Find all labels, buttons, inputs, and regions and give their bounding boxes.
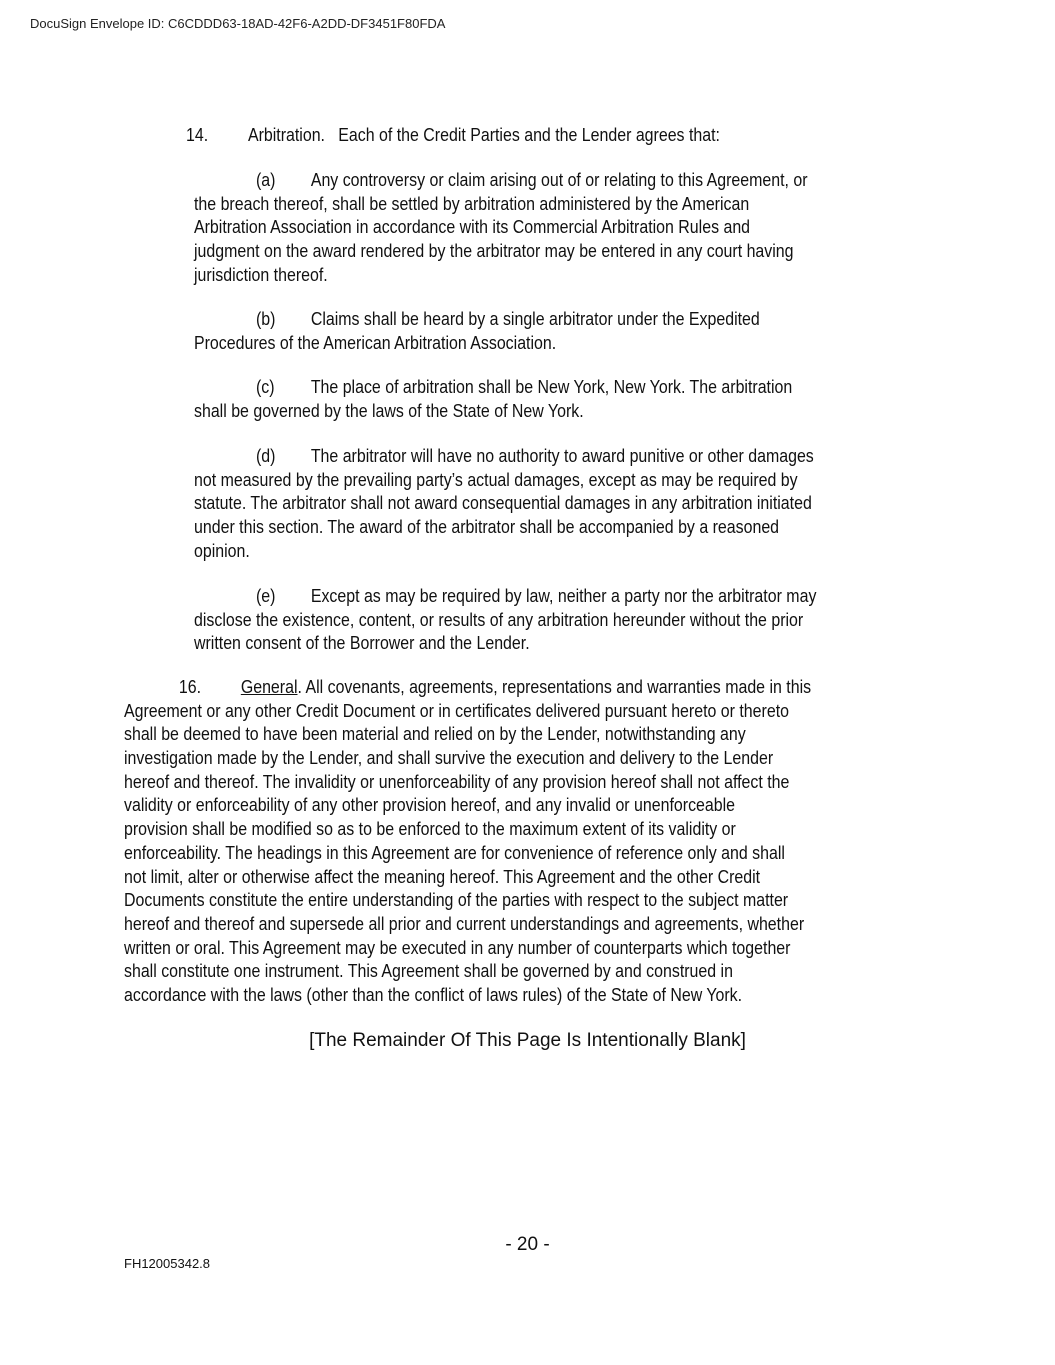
line-text: written or oral. This Agreement may be executed in any number of counterparts which together <box>124 937 791 958</box>
line-text: Except as may be required by law, neither a party nor the arbitrator may <box>310 586 817 606</box>
document-id: FH12005342.8 <box>124 1256 211 1271</box>
subsection <box>194 445 894 563</box>
text-line <box>194 609 816 633</box>
line-text: accordance with the laws (other than the conflict of laws rules) of the State of New York. <box>124 984 743 1005</box>
text-line <box>124 818 811 842</box>
text-line <box>124 866 811 890</box>
line-text: enforceability. The headings in this Agreement are for convenience of reference only and shall <box>124 842 785 863</box>
line-text: Claims shall be heard by a single arbitrator under the Expedited <box>310 309 760 329</box>
line-text: Documents constitute the entire understanding of the parties with respect to the subject matter <box>124 890 789 911</box>
text-line <box>194 445 814 469</box>
text-line <box>124 913 811 937</box>
line-text: jurisdiction thereof. <box>194 264 328 285</box>
line-text: shall constitute one instrument. This Agreement shall be governed by and construed in <box>124 961 733 982</box>
line-text: opinion. <box>194 540 250 561</box>
text-line <box>124 960 811 984</box>
text-line <box>194 264 808 288</box>
subsection-label: (c) <box>255 377 275 397</box>
line-text: not measured by the prevailing party’s actual damages, except as may be required by <box>194 469 798 490</box>
text-line <box>124 984 811 1008</box>
text-line <box>194 332 760 356</box>
line-text: the breach thereof, shall be settled by arbitration administered by the American <box>194 193 750 214</box>
line-text: investigation made by the Lender, and shall survive the execution and delivery to the Lender <box>124 748 774 769</box>
text-line <box>124 889 811 913</box>
text-line <box>124 771 811 795</box>
subsection-label: (d) <box>255 446 276 466</box>
line-text: hereof and thereof. The invalidity or unenforceability of any provision hereof shall not affect the <box>124 771 790 792</box>
section-intro: Each of the Credit Parties and the Lender agrees that: <box>338 125 720 145</box>
text-line <box>194 216 808 240</box>
subsection <box>194 308 833 355</box>
line-text: statute. The arbitrator shall not award consequential damages in any arbitration initiated <box>194 493 812 514</box>
subsection-label: (e) <box>255 586 276 606</box>
text-line <box>194 585 816 609</box>
text-line <box>194 516 814 540</box>
text-line <box>124 937 811 961</box>
text-line <box>124 723 811 747</box>
section-title: Arbitration. <box>247 125 325 145</box>
subsection <box>194 169 887 287</box>
text-line <box>194 240 808 264</box>
page-number: - 20 - <box>505 1234 550 1255</box>
text-line <box>194 169 808 193</box>
line-text: shall be deemed to have been material and relied on by the Lender, notwithstanding any <box>124 724 746 745</box>
text-line <box>194 540 814 564</box>
line-text: written consent of the Borrower and the Lender. <box>194 633 530 654</box>
section-14-heading <box>186 124 789 148</box>
text-line <box>124 747 811 771</box>
line-text: Any controversy or claim arising out of or relating to this Agreement, or <box>310 170 808 190</box>
line-text: shall be governed by the laws of the State of New York. <box>194 400 584 421</box>
text-line <box>194 400 792 424</box>
text-line <box>194 376 792 400</box>
envelope-header: DocuSign Envelope ID: C6CDDD63-18AD-42F6-A2DD-DF3451F80FDA <box>30 16 446 31</box>
text-line <box>194 492 814 516</box>
line-text: under this section. The award of the arbitrator shall be accompanied by a reasoned <box>194 517 780 538</box>
subsection-label: (a) <box>255 170 276 190</box>
subsection-label: (b) <box>255 309 276 329</box>
section-number: 14. <box>186 125 209 145</box>
subsection <box>194 376 870 423</box>
text-line <box>124 676 811 700</box>
line-text: Procedures of the American Arbitration Association. <box>194 332 557 353</box>
text-line <box>124 700 811 724</box>
subsection <box>194 585 897 656</box>
text-line <box>194 469 814 493</box>
line-text: hereof and thereof and supersede all prior and current understandings and agreements, whether <box>124 913 805 934</box>
line-text: Arbitration Association in accordance with its Commercial Arbitration Rules and <box>194 217 751 238</box>
text-line <box>194 632 816 656</box>
text-line <box>194 308 760 332</box>
line-text: The place of arbitration shall be New York, New York. The arbitration <box>310 377 793 397</box>
line-text: validity or enforceability of any other provision hereof, and any invalid or unenforceable <box>124 795 736 816</box>
section-title: General <box>240 677 298 697</box>
line-text: The arbitrator will have no authority to award punitive or other damages <box>310 446 814 466</box>
text-line <box>194 193 808 217</box>
line-text: Agreement or any other Credit Document or in certificates delivered pursuant hereto or thereto <box>124 700 789 721</box>
text-line <box>124 842 811 866</box>
line-text: not limit, alter or otherwise affect the meaning hereof. This Agreement and the other Credit <box>124 866 761 887</box>
line-text: . All covenants, agreements, representations and warranties made in this <box>297 677 812 697</box>
text-line <box>124 794 811 818</box>
section-16 <box>124 676 900 1008</box>
line-text: judgment on the award rendered by the arbitrator may be entered in any court having <box>194 241 794 262</box>
remainder-note: [The Remainder Of This Page Is Intentionally Blank] <box>309 1030 746 1051</box>
line-text: provision shall be modified so as to be enforced to the maximum extent of its validity or <box>124 819 736 840</box>
line-text: disclose the existence, content, or results of any arbitration hereunder without the prior <box>194 609 804 630</box>
section-number: 16. <box>178 677 202 697</box>
